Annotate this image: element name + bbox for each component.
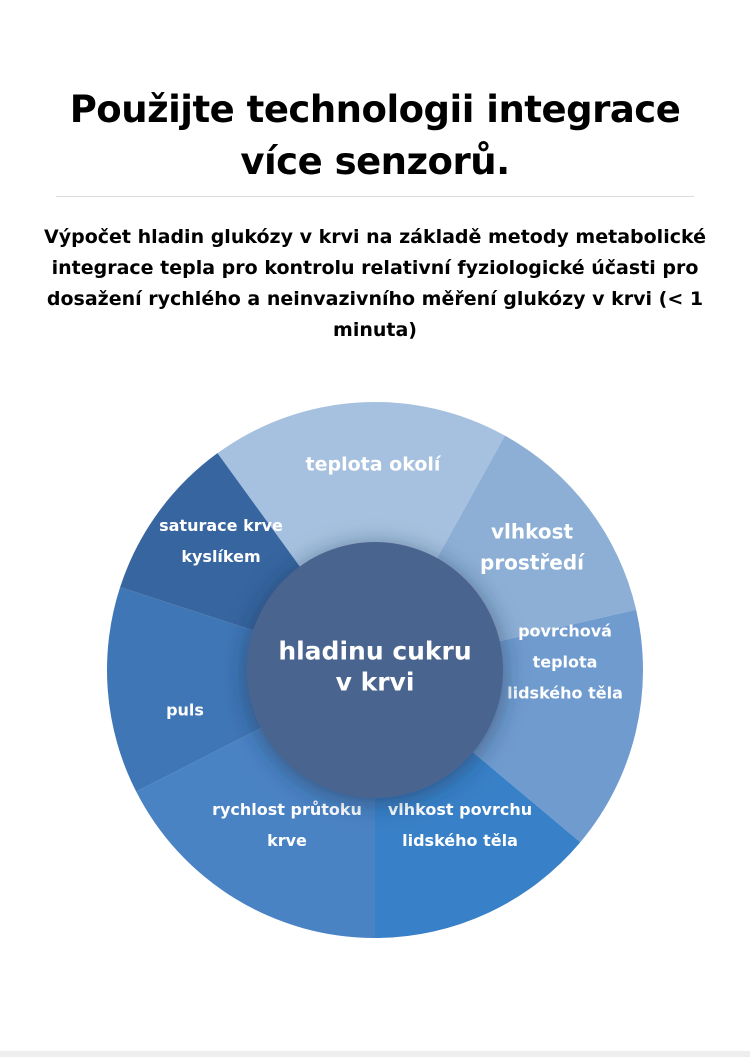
description-text: Výpočet hladin glukózy v krvi na základě metody metabolické integrace tepla pro kontrolu relativní fyziologické účasti pro dosažení rychlého a neinvazivního měření glukózy v krvi (< 1 minuta) bbox=[44, 226, 706, 341]
segment-label-pulse: puls bbox=[166, 700, 204, 720]
segment-label-blood-flow-rate: rychlost průtoku krve bbox=[212, 800, 362, 851]
segment-label-body-surface-humidity: vlhkost povrchu lidského těla bbox=[387, 800, 533, 851]
segment-label-oxygen-saturation: saturace krve kyslíkem bbox=[159, 516, 283, 567]
title-line-2: více senzorů. bbox=[240, 140, 510, 183]
page-title bbox=[40, 84, 710, 188]
segment-label-body-surface-temperature: povrchová teplota lidského těla bbox=[507, 621, 623, 703]
sensor-integration-diagram bbox=[0, 390, 750, 950]
title-divider bbox=[56, 196, 694, 197]
title-line-1: Použijte technologii integrace bbox=[69, 88, 681, 131]
segment-label-ambient-temperature: teplota okolí bbox=[305, 453, 441, 476]
segment-label-ambient-humidity: vlhkost prostředí bbox=[480, 519, 584, 575]
center-hub-label: hladinu cukru v krvi bbox=[278, 636, 472, 697]
bottom-bar bbox=[0, 1051, 750, 1057]
sensor-wheel bbox=[0, 390, 750, 950]
